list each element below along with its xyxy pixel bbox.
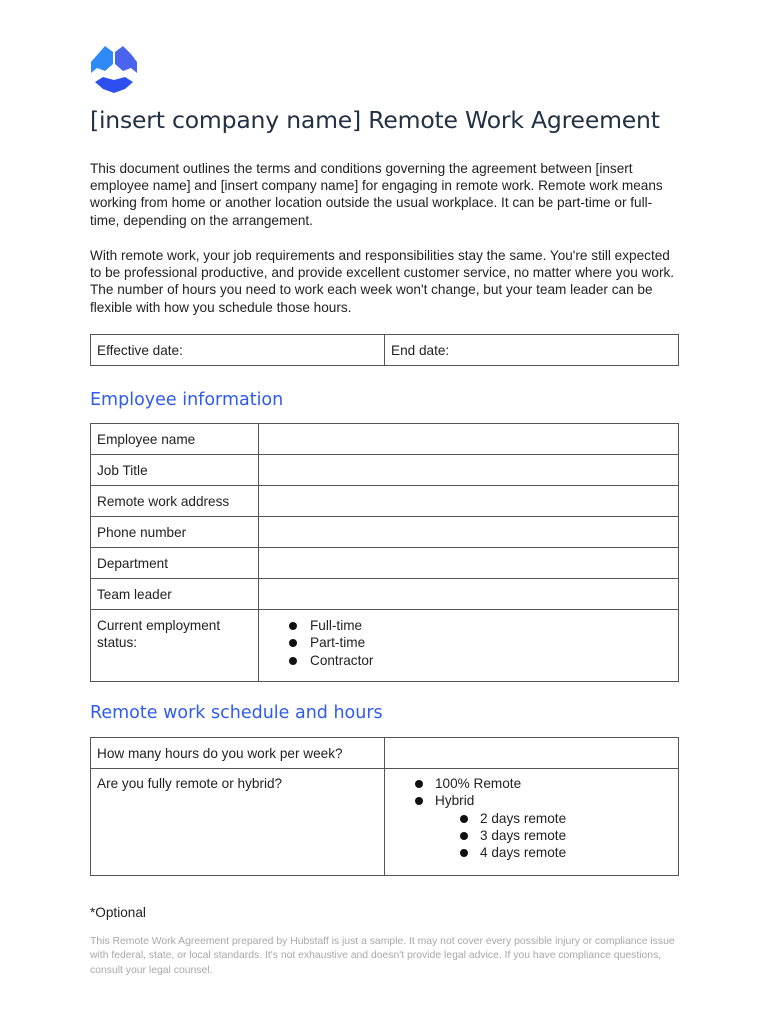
employee-name-label: Employee name	[91, 424, 259, 455]
employment-status-label: Current employment status:	[91, 610, 259, 682]
status-option-contractor[interactable]: Contractor	[265, 652, 672, 669]
option-fully-remote[interactable]: 100% Remote	[391, 775, 672, 792]
end-date-label: End date:	[391, 342, 450, 358]
hours-per-week-field[interactable]	[385, 738, 679, 769]
team-leader-label: Team leader	[91, 579, 259, 610]
intro-paragraph-1: This document outlines the terms and conditions governing the agreement between [insert employee name] and [insert company name] for engaging in remote work. Remote work means working from home or another location outside the usual workplace. It can be part-time or full-time, depending on the arrangement.	[90, 161, 663, 228]
job-title-field[interactable]	[259, 455, 679, 486]
department-field[interactable]	[259, 548, 679, 579]
schedule-table	[90, 737, 679, 876]
employee-info-table	[90, 423, 679, 682]
option-hybrid-label: Hybrid	[435, 793, 475, 809]
status-option-full-time[interactable]: Full-time	[265, 617, 672, 634]
remote-address-label: Remote work address	[91, 486, 259, 517]
phone-number-field[interactable]	[259, 517, 679, 548]
optional-note: *Optional	[90, 905, 146, 920]
option-4-days-remote[interactable]: 4 days remote	[391, 844, 672, 861]
employee-name-field[interactable]	[259, 424, 679, 455]
page-title: [insert company name] Remote Work Agreement	[90, 106, 660, 134]
hybrid-sublist	[391, 810, 672, 862]
job-title-label: Job Title	[91, 455, 259, 486]
disclaimer-text: This Remote Work Agreement prepared by Hubstaff is just a sample. It may not cover every possible injury or compliance issue with federal, state, or local standards. It's not exhaustive and doesn't provide legal advice. If you have compliance questions, consult your legal counsel.	[90, 936, 675, 976]
option-2-days-remote[interactable]: 2 days remote	[391, 810, 672, 827]
option-hybrid[interactable]	[391, 792, 672, 809]
hubstaff-logo-icon	[90, 44, 138, 94]
intro-paragraph-2: With remote work, your job requirements and responsibilities stay the same. You're still expected to be professional productive, and provide excellent customer service, no matter where you work. The number of hours you need to work each week won't change, but your team leader can be flexible with how you schedule those hours.	[90, 248, 675, 315]
end-date-cell[interactable]	[385, 335, 679, 366]
schedule-section-heading: Remote work schedule and hours	[90, 703, 383, 723]
phone-number-label: Phone number	[91, 517, 259, 548]
dates-table	[90, 334, 679, 366]
remote-address-field[interactable]	[259, 486, 679, 517]
remote-question-label: Are you fully remote or hybrid?	[91, 769, 385, 876]
option-3-days-remote[interactable]: 3 days remote	[391, 827, 672, 844]
status-option-part-time[interactable]: Part-time	[265, 634, 672, 651]
remote-options-cell	[385, 769, 679, 876]
effective-date-cell[interactable]	[91, 335, 385, 366]
hours-question-label: How many hours do you work per week?	[91, 738, 385, 769]
employee-section-heading: Employee information	[90, 390, 284, 410]
department-label: Department	[91, 548, 259, 579]
effective-date-label: Effective date:	[97, 342, 183, 358]
team-leader-field[interactable]	[259, 579, 679, 610]
employment-status-options	[259, 610, 679, 682]
